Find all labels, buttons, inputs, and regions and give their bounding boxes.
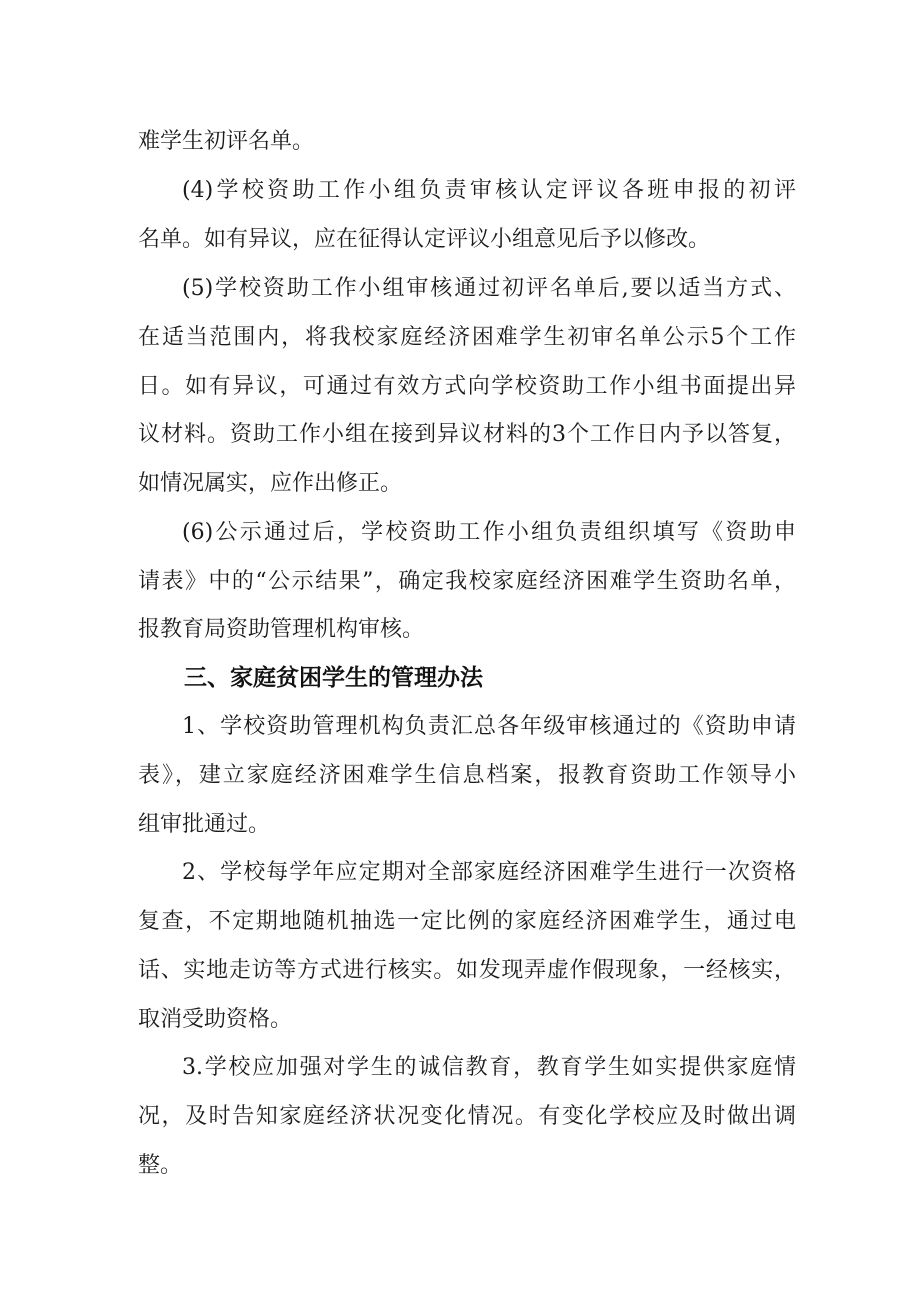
- paragraph-4-line-1: (4)学校资助工作小组负责审核认定评议各班申报的初评: [182, 178, 796, 203]
- section-heading: 三、家庭贫困学生的管理办法: [184, 665, 483, 691]
- paragraph-4-line-2: 名单。如有异议，应在征得认定评议小组意见后予以修改。: [138, 227, 711, 252]
- paragraph-5-line-4: 议材料。资助工作小组在接到异议材料的3个工作日内予以答复，: [138, 422, 796, 447]
- item-2-line-2: 复查，不定期地随机抽选一定比例的家庭经济困难学生，通过电: [138, 909, 796, 934]
- item-2-line-4: 取消受助资格。: [138, 1007, 293, 1032]
- paragraph-5-line-1: (5)学校资助工作小组审核通过初评名单后,要以适当方式、: [182, 276, 796, 301]
- paragraph-6-line-3: 报教育局资助管理机构审核。: [138, 617, 425, 642]
- paragraph-5-line-2: 在适当范围内，将我校家庭经济困难学生初审名单公示5个工作: [138, 325, 796, 350]
- paragraph-6-line-1: (6)公示通过后，学校资助工作小组负责组织填写《资助申: [182, 520, 796, 545]
- item-3-line-2: 况，及时告知家庭经济状况变化情况。有变化学校应及时做出调: [138, 1104, 796, 1129]
- item-1-line-3: 组审批通过。: [138, 812, 271, 837]
- paragraph-5-line-5: 如情况属实，应作出修正。: [138, 471, 403, 496]
- paragraph-continuation-line-1: 难学生初评名单。: [138, 129, 315, 154]
- item-2-line-3: 话、实地走访等方式进行核实。如发现弄虚作假现象，一经核实，: [138, 958, 796, 983]
- item-3-line-1: 3.学校应加强对学生的诚信教育，教育学生如实提供家庭情: [182, 1055, 796, 1080]
- paragraph-5-line-3: 日。如有异议，可通过有效方式向学校资助工作小组书面提出异: [138, 374, 796, 399]
- item-3-line-3: 整。: [138, 1153, 183, 1178]
- paragraph-6-line-2: 请表》中的“公示结果”，确定我校家庭经济困难学生资助名单，: [138, 569, 796, 594]
- item-1-line-2: 表》，建立家庭经济困难学生信息档案，报教育资助工作领导小: [138, 763, 796, 788]
- item-2-line-1: 2、学校每学年应定期对全部家庭经济困难学生进行一次资格: [182, 860, 796, 885]
- item-1-line-1: 1、学校资助管理机构负责汇总各年级审核通过的《资助申请: [182, 714, 796, 739]
